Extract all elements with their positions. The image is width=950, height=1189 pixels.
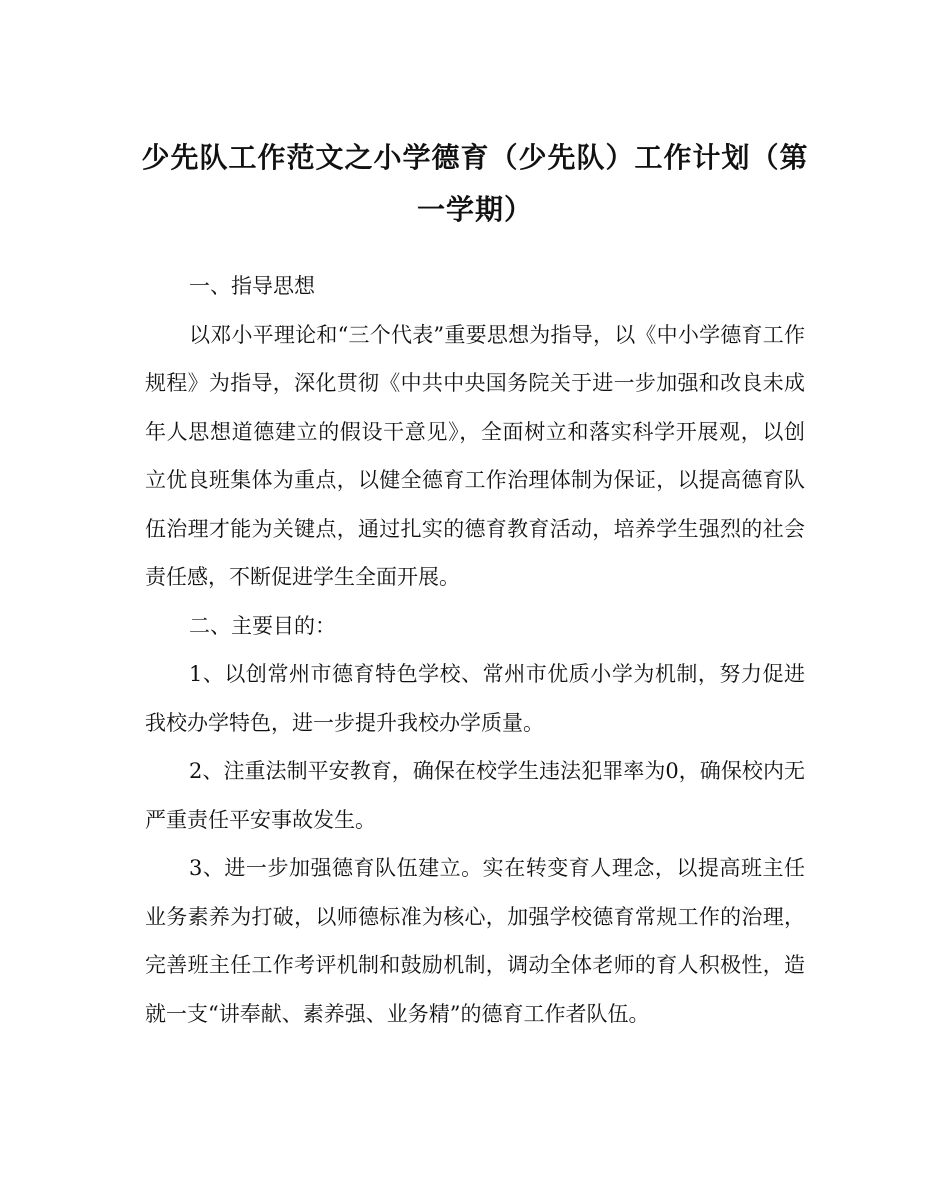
document-title: 少先队工作范文之小学德育（少先队）工作计划（第一学期） [141, 141, 809, 226]
paragraph-guiding-thought: 以邓小平理论和“三个代表”重要思想为指导，以《中小学德育工作规程》为指导，深化贯彻《中共中央国务院关于进一步加强和改良未成年人思想道德建立的假设干意见》，全面树立和落实科学开展观，以创立优良班集体为重点，以健全德育工作治理体制为保证，以提高德育队伍治理才能为关键点，通过扎实的德育教育活动，培养学生强烈的社会责任感，不断促进学生全面开展。 [145, 322, 805, 589]
goal-item-3: 3、进一步加强德育队伍建立。实在转变育人理念，以提高班主任业务素养为打破，以师德标准为核心，加强学校德育常规工作的治理，完善班主任工作考评机制和鼓励机制，调动全体老师的育人积极性，造就一支“讲奉献、素养强、业务精”的德育工作者队伍。 [145, 856, 805, 1026]
goal-item-2: 2、注重法制平安教育，确保在校学生违法犯罪率为0，确保校内无严重责任平安事故发生。 [145, 759, 805, 832]
goal-item-1: 1、以创常州市德育特色学校、常州市优质小学为机制，努力促进我校办学特色，进一步提升我校办学质量。 [145, 662, 805, 735]
document-body [145, 262, 805, 1038]
section-heading-main-goals: 二、主要目的： [189, 613, 336, 638]
section-heading-guiding-thought: 一、指导思想 [189, 274, 315, 298]
